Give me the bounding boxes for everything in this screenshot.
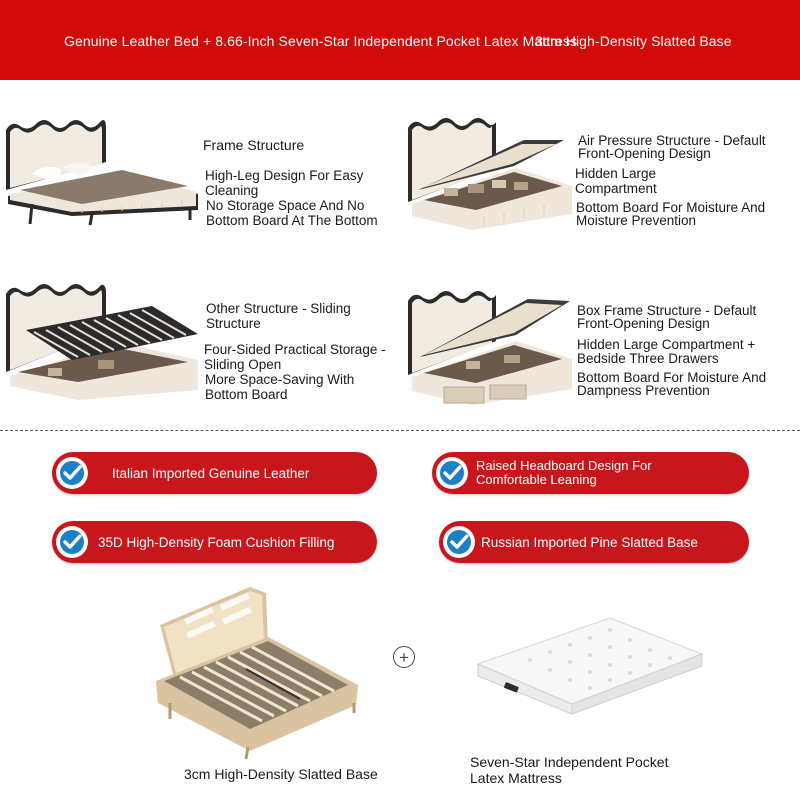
sliding-line-2: More Space-Saving With Bottom Board [205,372,355,402]
frame-structure-title: Frame Structure [203,137,305,153]
feature-label: 35D High-Density Foam Cushion Filling [98,534,335,550]
box-frame-line-2: Bottom Board For Moisture And Dampness Prevention [577,370,767,398]
feature-label: Raised Headboard Design For Comfortable Leaning [476,458,652,487]
header-banner [0,0,800,80]
mattress-image [470,610,710,720]
check-icon [56,457,88,489]
banner-title-overlap: 3cm High-Density Slatted Base [535,33,732,49]
mattress-caption: Seven-Star Independent Pocket Latex Mattress [470,754,669,786]
box-frame-line-1: Hidden Large Compartment + Bedside Three Drawers [577,337,756,366]
air-pressure-line-1: Hidden Large Compartment [575,166,657,196]
check-icon [56,526,88,558]
frame-structure-line-1: High-Leg Design For Easy Cleaning [205,168,364,198]
slatted-base-caption: 3cm High-Density Slatted Base [184,766,378,782]
feature-pill-leather [52,452,377,494]
feature-pill-headboard [432,452,749,494]
sliding-line-1: Four-Sided Practical Storage - Sliding Open [204,342,386,372]
frame-bed-image [2,112,202,227]
feature-label: Russian Imported Pine Slatted Base [481,534,698,550]
feature-pill-pine [439,521,749,563]
slatted-base-bed-image [150,585,365,760]
air-pressure-line-2: Bottom Board For Moisture And Moisture Prevention [576,200,766,228]
feature-label: Italian Imported Genuine Leather [112,465,310,481]
plus-icon: + [393,646,415,668]
air-pressure-bed-image [404,112,576,237]
check-icon [436,457,468,489]
frame-structure-line-2: No Storage Space And No Bottom Board At The Bottom [206,198,378,228]
check-icon [443,526,475,558]
box-frame-bed-image [404,285,576,410]
section-divider [0,430,800,431]
air-pressure-title: Air Pressure Structure - Default Front-Opening Design [578,133,766,161]
feature-pill-foam [52,521,377,563]
box-frame-title: Box Frame Structure - Default Front-Opening Design [577,303,757,331]
sliding-title: Other Structure - Sliding Structure [206,301,351,331]
banner-title: Genuine Leather Bed + 8.66-Inch Seven-Star Independent Pocket Latex Mattress [64,33,578,49]
sliding-bed-image [2,272,202,402]
